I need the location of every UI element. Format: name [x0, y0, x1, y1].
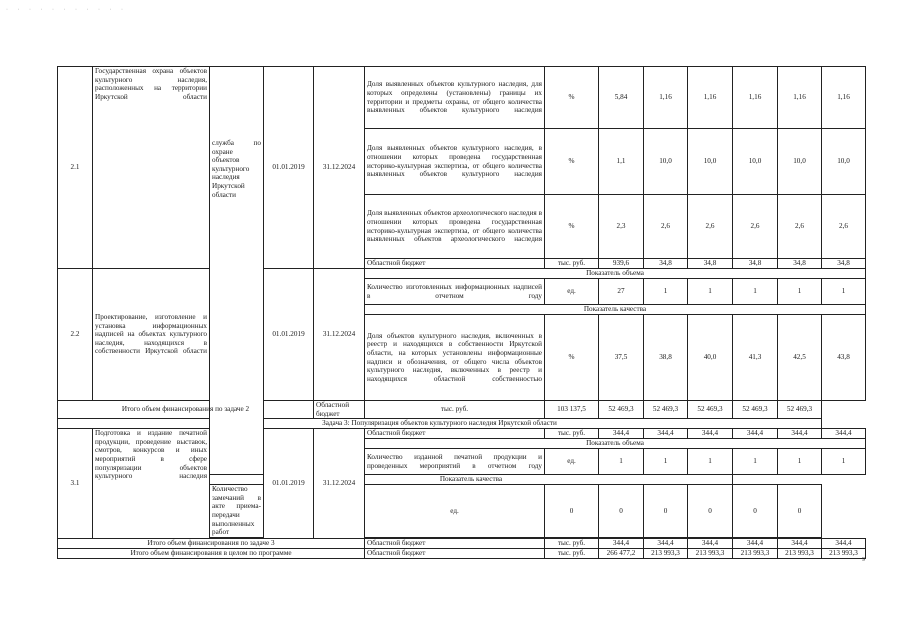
value-cell: 0 — [688, 485, 733, 538]
value-cell: 213 993,3 — [778, 548, 822, 558]
activity-name: Проектирование, изготовление и установка информационных надписей на объектах культурного наследия, находящихся в собственности Иркутской области — [93, 269, 210, 401]
value-cell: 0 — [733, 485, 778, 538]
budget-label: Областной бюджет — [365, 429, 545, 439]
total-label: Итого объем финансирования по задаче 2 — [58, 401, 314, 419]
unit: тыс. руб. — [545, 548, 599, 558]
value-cell: 52 469,3 — [688, 401, 733, 419]
value-cell: 40,0 — [688, 315, 733, 401]
value-cell: 1 — [778, 279, 822, 305]
value-cell: 34,8 — [733, 259, 778, 269]
unit: тыс. руб. — [545, 429, 599, 439]
indicator-text: Количество изготовленных информационных надписей в отчетном году — [365, 279, 545, 305]
value-cell: 103 137,5 — [545, 401, 599, 419]
value-cell: 0 — [545, 485, 599, 538]
value-cell: 10,0 — [778, 129, 822, 195]
value-cell: 0 — [599, 485, 644, 538]
section-header-volume: Показатель объема — [365, 439, 866, 449]
total-label: Итого объем финансирования по задаче 3 — [58, 538, 365, 548]
value-cell: 344,4 — [733, 538, 778, 548]
value-cell: 266 477,2 — [599, 548, 644, 558]
budget-label: Областной бюджет — [365, 259, 545, 269]
value-cell: 1 — [688, 279, 733, 305]
section-header-volume: Показатель объема — [365, 269, 866, 279]
value-cell: 38,8 — [644, 315, 688, 401]
value-cell: 1 — [822, 449, 866, 475]
budget-label: Областной бюджет — [314, 401, 365, 419]
table-row — [58, 67, 866, 129]
indicator-text: Доля выявленных объектов культурного наследия, в отношении которых проведена государственная историко-культурная экспертиза, от общего количества выявленных объектов культурного наследия — [365, 129, 545, 195]
value-cell: 1 — [733, 279, 778, 305]
value-cell: 344,4 — [599, 429, 644, 439]
start-date: 01.01.2019 — [264, 67, 314, 269]
unit: % — [545, 129, 599, 195]
start-date: 01.01.2019 — [264, 269, 314, 401]
value-cell: 2,6 — [822, 195, 866, 259]
activity-name: Государственная охрана объектов культурного наследия, расположенных на территории Иркутской области — [93, 67, 210, 269]
value-cell: 1,16 — [778, 67, 822, 129]
value-cell: 1 — [599, 449, 644, 475]
table-row-total — [58, 548, 866, 558]
unit: ед. — [545, 279, 599, 305]
value-cell: 1,1 — [599, 129, 644, 195]
value-cell: 1,16 — [688, 67, 733, 129]
section-header-quality: Показатель качества — [210, 475, 733, 485]
value-cell: 1,16 — [822, 67, 866, 129]
value-cell: 52 469,3 — [733, 401, 778, 419]
budget-label: Областной бюджет — [365, 548, 545, 558]
table-row — [58, 429, 866, 439]
value-cell: 344,4 — [644, 429, 688, 439]
program-table — [57, 66, 866, 559]
unit: ед. — [545, 449, 599, 475]
value-cell: 2,6 — [688, 195, 733, 259]
value-cell: 42,5 — [778, 315, 822, 401]
executor: служба по охране объектов культурного наследия Иркутской области — [210, 67, 264, 475]
end-date: 31.12.2024 — [314, 269, 365, 401]
unit: % — [545, 67, 599, 129]
end-date: 31.12.2024 — [314, 67, 365, 269]
value-cell: 939,6 — [599, 259, 644, 269]
value-cell: 0 — [644, 485, 688, 538]
value-cell: 10,0 — [822, 129, 866, 195]
table-row — [58, 269, 866, 279]
value-cell: 1,16 — [733, 67, 778, 129]
section-header-quality: Показатель качества — [365, 305, 866, 315]
value-cell: 213 993,3 — [644, 548, 688, 558]
end-date: 31.12.2024 — [314, 429, 365, 539]
total-label: Итого объем финансирования в целом по программе — [58, 548, 365, 558]
value-cell: 344,4 — [822, 429, 866, 439]
value-cell: 344,4 — [778, 538, 822, 548]
value-cell: 344,4 — [688, 538, 733, 548]
value-cell: 2,6 — [778, 195, 822, 259]
value-cell: 37,5 — [599, 315, 644, 401]
value-cell: 34,8 — [822, 259, 866, 269]
start-date: 01.01.2019 — [264, 429, 314, 539]
row-number: 2.1 — [58, 67, 93, 269]
value-cell: 2,3 — [599, 195, 644, 259]
value-cell: 1,16 — [644, 67, 688, 129]
value-cell: 43,8 — [822, 315, 866, 401]
task-3-header: Задача 3: Популяризация объектов культурного наследия Иркутской области — [58, 419, 822, 429]
value-cell: 34,8 — [778, 259, 822, 269]
unit: ед. — [365, 485, 545, 538]
value-cell: 0 — [778, 485, 822, 538]
value-cell: 41,3 — [733, 315, 778, 401]
value-cell: 34,8 — [688, 259, 733, 269]
table-row-task-header — [58, 419, 866, 429]
row-number: 2.2 — [58, 269, 93, 401]
row-number: 3.1 — [58, 429, 93, 539]
indicator-text: Доля выявленных объектов культурного наследия, для которых определены (установлены) границы их территории и предметы охраны, от общего количества выявленных объектов культурного наследия — [365, 67, 545, 129]
value-cell: 213 993,3 — [688, 548, 733, 558]
value-cell: 5,84 — [599, 67, 644, 129]
value-cell: 344,4 — [733, 429, 778, 439]
value-cell: 1 — [688, 449, 733, 475]
value-cell: 1 — [644, 279, 688, 305]
value-cell: 1 — [733, 449, 778, 475]
value-cell: 52 469,3 — [778, 401, 822, 419]
value-cell: 344,4 — [688, 429, 733, 439]
value-cell: 344,4 — [644, 538, 688, 548]
table-row-total — [58, 401, 866, 419]
value-cell: 2,6 — [644, 195, 688, 259]
value-cell: 27 — [599, 279, 644, 305]
unit: тыс. руб. — [545, 538, 599, 548]
value-cell: 1 — [778, 449, 822, 475]
value-cell: 10,0 — [644, 129, 688, 195]
value-cell: 34,8 — [644, 259, 688, 269]
value-cell: 344,4 — [599, 538, 644, 548]
value-cell: 52 469,3 — [644, 401, 688, 419]
activity-name: Подготовка и издание печатной продукции, проведение выставок, смотров, конкурсов и иных мероприятий в сфере популяризации объектов культурного наследия — [93, 429, 210, 539]
indicator-text: Доля объектов культурного наследия, включенных в реестр и находящихся в собственности Иркутской области, на которых установлены информационные надписи и обозначения, от общего числа объектов культурного наследия, включенных в реестр и находящихся областной собственностью — [365, 315, 545, 401]
value-cell: 2,6 — [733, 195, 778, 259]
value-cell: 1 — [644, 449, 688, 475]
value-cell: 10,0 — [688, 129, 733, 195]
page-number: 9 — [862, 557, 865, 563]
scan-artifact-marks: · · · · · · · · · · · — [6, 7, 127, 13]
value-cell: 52 469,3 — [599, 401, 644, 419]
indicator-text: Количество замечаний в акте приема-передачи выполненных работ — [210, 485, 264, 538]
indicator-text: Количество изданной печатной продукции и проведенных мероприятий в отчетном году — [365, 449, 545, 475]
value-cell: 10,0 — [733, 129, 778, 195]
budget-label: Областной бюджет — [365, 538, 545, 548]
value-cell: 213 993,3 — [733, 548, 778, 558]
unit: тыс. руб. — [365, 401, 545, 419]
unit: % — [545, 195, 599, 259]
unit: тыс. руб. — [545, 259, 599, 269]
value-cell: 1 — [822, 279, 866, 305]
value-cell: 213 993,3 — [822, 548, 866, 558]
unit: % — [545, 315, 599, 401]
value-cell: 344,4 — [822, 538, 866, 548]
indicator-text: Доля выявленных объектов археологического наследия в отношении которых проведена государственная историко-культурная экспертиза, от общего количества выявленных объектов археологического наследия — [365, 195, 545, 259]
table-row-total — [58, 538, 866, 548]
value-cell: 344,4 — [778, 429, 822, 439]
